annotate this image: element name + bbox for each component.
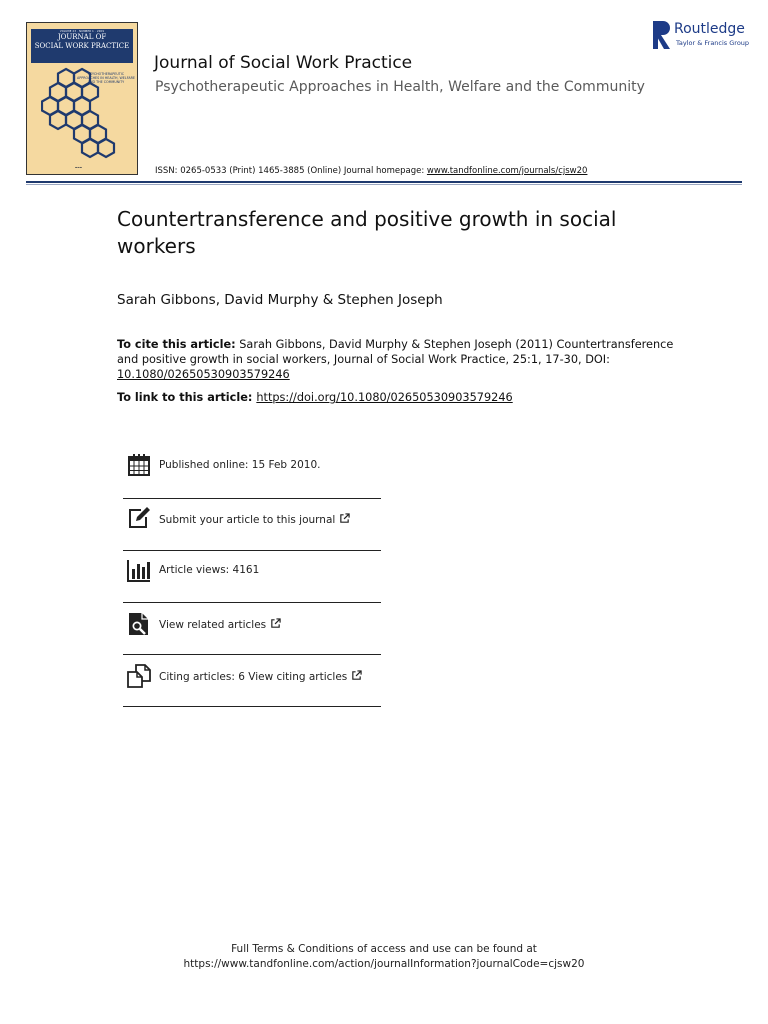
publisher-logo[interactable] (652, 20, 750, 50)
publisher-name: Routledge (674, 21, 745, 37)
edit-icon (127, 506, 151, 530)
cover-title-band (31, 29, 133, 63)
issn-line (155, 166, 587, 176)
cover-title-line2: SOCIAL WORK PRACTICE (34, 42, 130, 50)
article-authors: Sarah Gibbons, David Murphy & Stephen Joseph (117, 292, 443, 308)
journal-subtitle: Psychotherapeutic Approaches in Health, Welfare and the Community (155, 79, 645, 95)
search-document-icon (127, 612, 151, 636)
published-date: Published online: 15 Feb 2010. (159, 459, 321, 471)
citing-articles-label: Citing articles: 6 View citing articles (159, 670, 362, 683)
cover-title-line1: JOURNAL OF (57, 33, 107, 41)
published-info (123, 447, 381, 499)
routledge-logo-icon (652, 20, 672, 50)
article-views: Article views: 4161 (159, 564, 260, 576)
article-link-line (117, 391, 513, 404)
issn-text: ISSN: 0265-0533 (Print) 1465-3885 (Online) Journal homepage: (155, 166, 427, 176)
journal-cover (26, 22, 138, 175)
header-divider (26, 181, 742, 183)
header-divider-thin (26, 184, 742, 185)
publisher-sub: Taylor & Francis Group (676, 39, 750, 47)
terms-footer (0, 942, 768, 972)
link-label: To link to this article: (117, 391, 257, 404)
terms-line: Full Terms & Conditions of access and use can be found at (231, 943, 537, 955)
copy-documents-icon (127, 664, 151, 688)
cover-meta: VOLUME 23 · NUMBER 1 · 2009 (59, 30, 105, 33)
calendar-icon (127, 453, 151, 477)
journal-homepage-link[interactable]: www.tandfonline.com/journals/cjsw20 (426, 166, 588, 176)
related-articles-link[interactable] (123, 603, 381, 655)
external-link-icon (339, 513, 350, 524)
external-link-icon (270, 618, 281, 629)
bar-chart-icon (127, 559, 151, 583)
citation-text: Sarah Gibbons, David Murphy & Stephen Joseph (2011) Countertransference and positive growth in social workers, Journal of Social Work Practice, 25:1, 17-30, DOI: (117, 338, 674, 366)
article-info-list (123, 447, 381, 707)
article-url-link[interactable]: https://doi.org/10.1080/02650530903579246 (256, 391, 513, 404)
doi-link[interactable]: 10.1080/02650530903579246 (117, 368, 290, 381)
citation-label: To cite this article: (117, 338, 236, 351)
journal-title: Journal of Social Work Practice (154, 53, 413, 73)
submit-article-link[interactable] (123, 499, 381, 551)
article-views-info (123, 551, 381, 603)
cover-publisher-mark: ▬▬▬ (75, 166, 83, 169)
article-title: Countertransference and positive growth in social workers (117, 207, 617, 258)
cover-subtitle: PSYCHOTHERAPEUTIC APPROACHES IN HEALTH, WELFARE AND THE COMMUNITY (77, 72, 135, 84)
external-link-icon (351, 670, 362, 681)
related-articles-label: View related articles (159, 618, 281, 631)
terms-url[interactable]: https://www.tandfonline.com/action/journalInformation?journalCode=cjsw20 (183, 958, 585, 970)
submit-article-label: Submit your article to this journal (159, 513, 350, 526)
citation-block (117, 337, 677, 382)
citing-articles-link[interactable] (123, 655, 381, 707)
